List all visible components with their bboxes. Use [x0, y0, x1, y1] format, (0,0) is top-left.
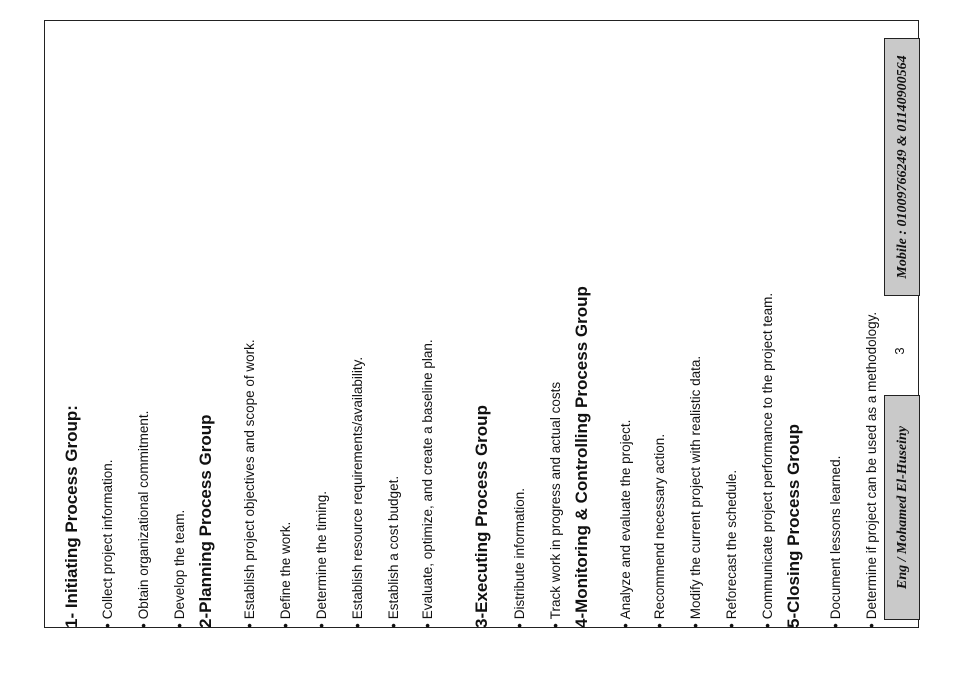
list-item-text: Obtain organizational commitment.	[136, 410, 151, 620]
list-item-text: Distribute information.	[512, 487, 527, 620]
list-item	[548, 382, 563, 628]
list-item-text: Determine if project can be used as a methodology.	[864, 311, 879, 620]
list-item	[652, 434, 667, 628]
bullet: •	[172, 623, 187, 628]
list-item-text: Evaluate, optimize, and create a baseline plan.	[420, 339, 435, 620]
bullet: •	[760, 623, 775, 628]
bullet: •	[350, 623, 365, 628]
bullet: •	[242, 623, 257, 628]
bullet: •	[652, 623, 667, 628]
footer-author-box: Eng / Mohamed El-Huseiny	[884, 395, 920, 620]
bullet: •	[864, 623, 879, 628]
list-item-text: Develop the team.	[172, 509, 187, 620]
heading-planning: 2-Planning Process Group	[196, 414, 215, 628]
bullet: •	[278, 623, 293, 628]
bullet: •	[314, 623, 329, 628]
heading-initiating: 1- Initiating Process Group:	[62, 405, 81, 628]
list-item	[278, 522, 293, 628]
rotated-document-content	[48, 28, 916, 628]
list-item-text: Reforecast the schedule.	[724, 469, 739, 620]
bullet: •	[100, 623, 115, 628]
bullet: •	[136, 623, 151, 628]
list-item-text: Recommend necessary action.	[652, 433, 667, 620]
bullet: •	[618, 623, 633, 628]
list-item	[724, 470, 739, 628]
list-item	[864, 312, 879, 628]
footer-mobile-box: Mobile : 01009766249 & 01140900564	[884, 38, 920, 296]
page-number: 3	[892, 347, 907, 355]
list-item-text: Track work in progress and actual costs	[548, 381, 563, 620]
list-item	[350, 357, 365, 628]
heading-closing: 5-Closing Process Group	[784, 423, 803, 628]
list-item	[172, 510, 187, 628]
bullet: •	[386, 623, 401, 628]
bullet: •	[724, 623, 739, 628]
bullet: •	[420, 623, 435, 628]
list-item-text: Establish project objectives and scope of work.	[242, 339, 257, 620]
list-item-text: Establish a cost budget.	[386, 475, 401, 620]
bullet: •	[688, 623, 703, 628]
list-item-text: Define the work.	[278, 521, 293, 620]
list-item	[242, 339, 257, 628]
list-item	[618, 420, 633, 628]
list-item-text: Analyze and evaluate the project.	[618, 419, 633, 620]
list-item	[760, 293, 775, 628]
heading-executing: 3-Executing Process Group	[472, 405, 491, 628]
list-item-text: Document lessons learned.	[828, 455, 843, 620]
list-item-text: Establish resource requirements/availability.	[350, 356, 365, 620]
list-item-text: Determine the timing.	[314, 490, 329, 620]
list-item-text: Communicate project performance to the project team.	[760, 292, 775, 620]
bullet: •	[548, 623, 563, 628]
list-item	[136, 411, 151, 628]
list-item-text: Modify the current project with realistic data.	[688, 355, 703, 620]
list-item	[386, 476, 401, 628]
heading-monitoring: 4-Monitoring & Controlling Process Group	[572, 286, 591, 628]
list-item	[420, 339, 435, 628]
list-item	[688, 356, 703, 628]
list-item	[100, 459, 115, 628]
list-item	[828, 456, 843, 628]
bullet: •	[828, 623, 843, 628]
list-item	[314, 491, 329, 628]
bullet: •	[512, 623, 527, 628]
list-item-text: Collect project information.	[100, 459, 115, 620]
list-item	[512, 488, 527, 628]
